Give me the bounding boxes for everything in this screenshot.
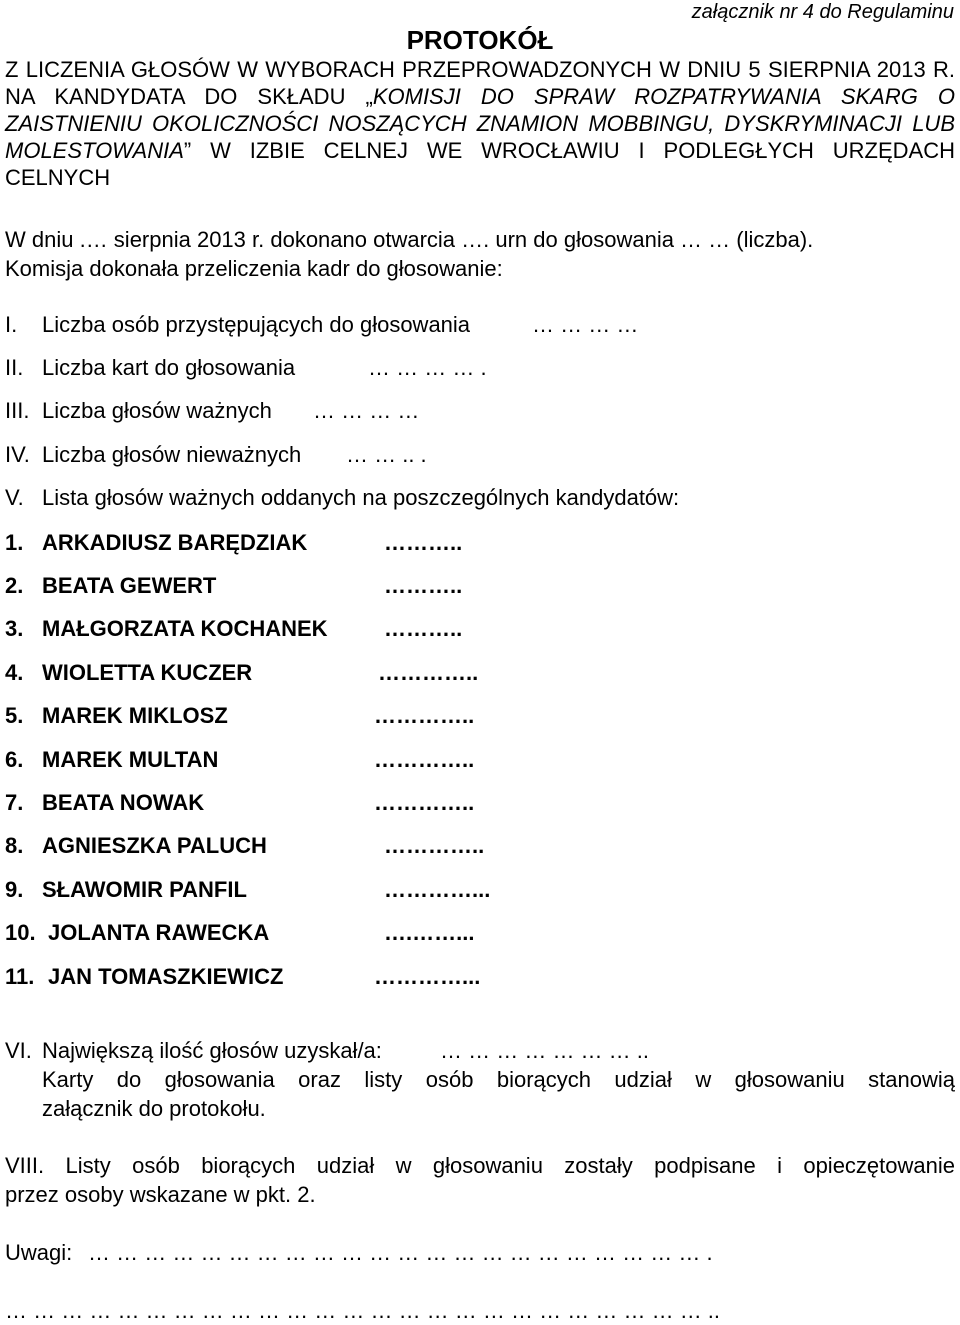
candidate-name: ARKADIUSZ BARĘDZIAK: [42, 530, 308, 555]
candidate-number: 11.: [5, 964, 35, 989]
count-row: [0, 353, 960, 382]
section-vi: [0, 1036, 960, 1065]
candidate-votes-dots: ….……...: [384, 920, 475, 945]
count-dots: … … … …: [313, 398, 420, 423]
candidate-row: [0, 875, 960, 904]
count-row: [0, 396, 960, 425]
heading-commission-name: KOMISJI DO SPRAW ROZPATRYWANIA SKARG O ZAISTNIENIU OKOLICZNOŚCI NOSZĄCYCH ZNAMION MOBBINGU, DYSKRYMINACJI LUB MOLESTOWANIA: [5, 84, 955, 163]
candidate-number: 1.: [5, 530, 24, 555]
count-row: [0, 310, 960, 339]
candidate-votes-dots: …………...: [384, 877, 491, 902]
count-number: III.: [5, 398, 30, 423]
candidate-row: [0, 745, 960, 774]
candidate-number: 3.: [5, 616, 24, 641]
section-viii-line-2: przez osoby wskazane w pkt. 2.: [5, 1182, 316, 1207]
annex-note: załącznik nr 4 do Regulaminu: [691, 1, 954, 23]
candidate-number: 8.: [5, 833, 24, 858]
candidate-number: 6.: [5, 747, 24, 772]
intro-line-2: Komisja dokonała przeliczenia kadr do głosowanie:: [5, 256, 503, 281]
candidate-row: [0, 831, 960, 860]
remarks-dots-line-2: … … … … … … … … … … … … … … … … … … … … … … … … … ..: [5, 1298, 721, 1323]
candidate-votes-dots: …………..: [374, 703, 475, 728]
candidate-row: [0, 962, 960, 991]
candidate-number: 7.: [5, 790, 24, 815]
count-label: Liczba głosów ważnych: [42, 398, 272, 423]
candidate-votes-dots: …………..: [378, 660, 479, 685]
section-viii-line-1: VIII. Listy osób biorących udział w głosowaniu zostały podpisane i opieczętowanie: [5, 1153, 955, 1178]
candidate-votes-dots: …………..: [374, 747, 475, 772]
candidate-votes-dots: …………..: [374, 790, 475, 815]
count-number: II.: [5, 355, 24, 380]
candidate-name: JOLANTA RAWECKA: [48, 920, 270, 945]
candidate-votes-dots: ………..: [384, 530, 463, 555]
candidate-number: 5.: [5, 703, 24, 728]
heading-part2: ” W IZBIE CELNEJ WE WROCŁAWIU I PODLEGŁYCH URZĘDACH CELNYCH: [5, 138, 955, 190]
section-vi-label: Największą ilość głosów uzyskał/a:: [42, 1038, 382, 1063]
section-vi-dots: … … … … … … … ..: [440, 1038, 650, 1063]
candidate-row: [0, 701, 960, 730]
count-dots: … … … … .: [368, 355, 487, 380]
document-heading: [5, 56, 955, 191]
candidate-name: AGNIESZKA PALUCH: [42, 833, 267, 858]
candidate-number: 2.: [5, 573, 24, 598]
candidate-name: SŁAWOMIR PANFIL: [42, 877, 247, 902]
candidate-votes-dots: ………..: [384, 616, 463, 641]
candidate-row: [0, 658, 960, 687]
section-vi-number: VI.: [5, 1038, 32, 1063]
candidate-name: MAŁGORZATA KOCHANEK: [42, 616, 328, 641]
candidate-votes-dots: …………..: [384, 833, 485, 858]
candidate-votes-dots: ………..: [384, 573, 463, 598]
count-label: Liczba kart do głosowania: [42, 355, 296, 380]
attachments-note-line-2: załącznik do protokołu.: [42, 1096, 266, 1121]
attachments-note-line-1: Karty do głosowania oraz listy osób biorących udział w głosowaniu stanowią: [42, 1067, 955, 1092]
count-row: [0, 483, 960, 512]
candidate-name: JAN TOMASZKIEWICZ: [48, 964, 284, 989]
candidate-number: 4.: [5, 660, 24, 685]
candidate-number: 10.: [5, 920, 36, 945]
candidate-row: [0, 571, 960, 600]
count-number: V.: [5, 485, 24, 510]
candidate-name: MAREK MULTAN: [42, 747, 219, 772]
candidate-row: [0, 528, 960, 557]
candidate-row: [0, 788, 960, 817]
intro-line-1: W dniu .… sierpnia 2013 r. dokonano otwarcia …. urn do głosowania … … (liczba).: [5, 227, 814, 252]
heading-part1: Z LICZENIA GŁOSÓW W WYBORACH PRZEPROWADZONYCH W DNIU 5 SIERPNIA 2013 R. NA KANDYDATA DO SKŁADU „: [5, 57, 955, 109]
count-label: Lista głosów ważnych oddanych na poszczególnych kandydatów:: [42, 485, 680, 510]
candidate-name: WIOLETTA KUCZER: [42, 660, 253, 685]
candidate-votes-dots: …………...: [374, 964, 481, 989]
count-number: IV.: [5, 442, 30, 467]
remarks-label: Uwagi:: [5, 1240, 73, 1265]
remarks-dots-line-1: … … … … … … … … … … … … … … … … … … … … … … .: [88, 1240, 713, 1265]
count-row: [0, 440, 960, 469]
count-label: Liczba osób przystępujących do głosowania: [42, 312, 471, 337]
document-title: PROTOKÓŁ: [406, 25, 554, 55]
candidate-name: BEATA GEWERT: [42, 573, 217, 598]
count-number: I.: [5, 312, 18, 337]
candidate-row: [0, 614, 960, 643]
candidate-row: [0, 918, 960, 947]
candidate-name: BEATA NOWAK: [42, 790, 205, 815]
count-label: Liczba głosów nieważnych: [42, 442, 302, 467]
candidate-name: MAREK MIKLOSZ: [42, 703, 228, 728]
candidate-number: 9.: [5, 877, 24, 902]
count-dots: … … .. .: [346, 442, 427, 467]
count-dots: … … … …: [532, 312, 639, 337]
